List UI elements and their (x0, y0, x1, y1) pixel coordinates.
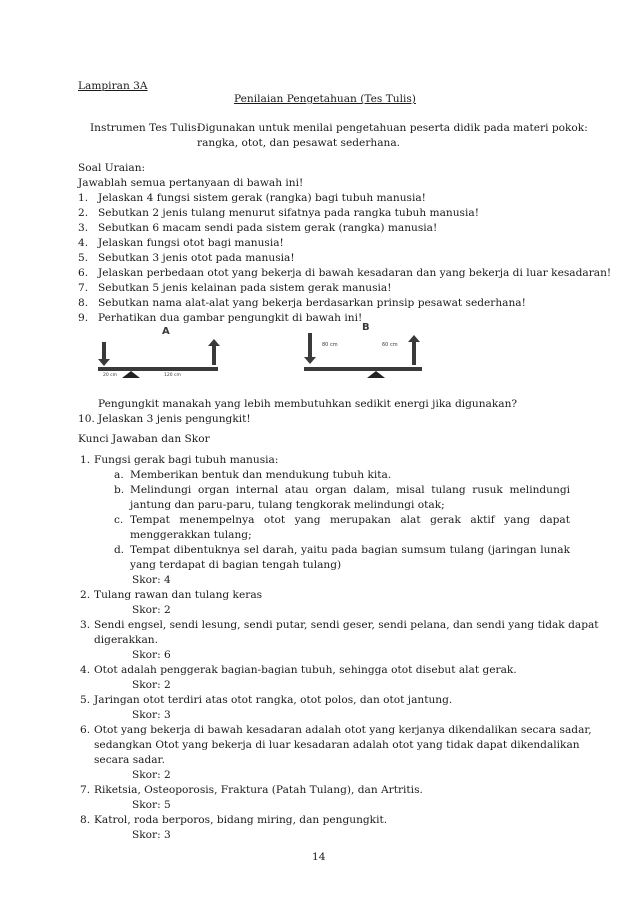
answer-score: Skor: 5 (132, 799, 171, 811)
answer-subitem-text: Tempat dibentuknya sel darah, yaitu pada bagian sumsum tulang (jaringan lunak yang terdapat di bagian tengah tulang) (130, 544, 570, 571)
lever-a-effort-arrow-icon (208, 339, 220, 365)
answer-number: 8. (80, 814, 91, 826)
answer-score: Skor: 3 (132, 829, 171, 841)
lever-a-left-distance: 20 cm (103, 373, 118, 378)
question-item (78, 251, 568, 266)
question-number: 2. (78, 207, 89, 219)
lever-b-label: B (362, 322, 370, 333)
question-number: 9. (78, 312, 89, 324)
answer-score: Skor: 3 (132, 709, 171, 721)
answer-subitem (114, 513, 570, 543)
q10-text: Jelaskan 3 jenis pengungkit! (98, 413, 251, 425)
answer-text-line: Fungsi gerak bagi tubuh manusia: (94, 454, 279, 466)
answer-score: Skor: 2 (132, 604, 171, 616)
q10-number: 10. (78, 413, 95, 425)
question-item (78, 206, 568, 221)
answer-text-line: Sendi engsel, sendi lesung, sendi putar, sendi geser, sendi pelana, dan sendi yang tidak dapat (94, 619, 599, 631)
lever-b-effort-arrow-icon (408, 335, 420, 365)
answer-number: 1. (80, 454, 91, 466)
answer-subitem (114, 483, 570, 513)
question-number: 8. (78, 297, 89, 309)
lever-b (304, 322, 422, 378)
answer-score: Skor: 2 (132, 679, 171, 691)
answer-subitem-text: Tempat menempelnya otot yang merupakan alat gerak aktif yang dapat menggerakkan tulang; (130, 514, 570, 541)
answer-number: 7. (80, 784, 91, 796)
question-item (78, 296, 568, 311)
answer-score: Skor: 4 (132, 574, 171, 586)
question-number: 1. (78, 192, 89, 204)
answer-subitem-letter: b. (114, 484, 125, 496)
answer-number: 3. (80, 619, 91, 631)
question-text: Jelaskan fungsi otot bagi manusia! (98, 237, 284, 249)
question-item (78, 236, 568, 251)
instrument-label: Instrumen Tes Tulis: (90, 122, 201, 134)
answer-text-line: secara sadar. (94, 754, 165, 766)
page-number: 14 (312, 851, 326, 863)
answer-item (80, 618, 599, 663)
answer-text-line: Riketsia, Osteoporosis, Fraktura (Patah Tulang), dan Artritis. (94, 784, 423, 796)
question-list (78, 191, 612, 326)
question-item (78, 191, 568, 206)
answer-text-line: Tulang rawan dan tulang keras (94, 589, 263, 601)
appendix-label: Lampiran 3A (78, 80, 148, 92)
answer-text-line: digerakkan. (94, 634, 158, 646)
question-text: Sebutkan 6 macam sendi pada sistem gerak (rangka) manusia! (98, 222, 438, 234)
answer-text-line: sedangkan Otot yang bekerja di luar kesadaran adalah otot yang tidak dapat dikendalikan (94, 739, 580, 751)
answer-item (80, 453, 570, 588)
answer-key-list (80, 453, 599, 843)
question-number: 6. (78, 267, 89, 279)
answer-number: 2. (80, 589, 91, 601)
question-item (78, 281, 568, 296)
lever-b-beam (304, 367, 422, 371)
question-text: Jelaskan 4 fungsi sistem gerak (rangka) bagi tubuh manusia! (98, 192, 426, 204)
lever-a-label: A (162, 326, 170, 337)
question-text: Jelaskan perbedaan otot yang bekerja di bawah kesadaran dan yang bekerja di luar kesadaran! (98, 267, 612, 279)
lever-b-load-arrow-icon (304, 333, 316, 364)
question-number: 4. (78, 237, 89, 249)
essay-heading: Soal Uraian: (78, 162, 146, 174)
page-title: Penilaian Pengetahuan (Tes Tulis) (234, 93, 416, 105)
question-number: 3. (78, 222, 89, 234)
lever-a (98, 326, 220, 378)
answer-text-line: Jaringan otot terdiri atas otot rangka, otot polos, dan otot jantung. (94, 694, 453, 706)
lever-a-beam (98, 367, 218, 371)
answer-subitem-letter: a. (114, 469, 124, 481)
answer-item (80, 813, 570, 843)
answer-number: 5. (80, 694, 91, 706)
lever-b-right-distance: 60 cm (382, 342, 398, 348)
question-text: Sebutkan 2 jenis tulang menurut sifatnya pada rangka tubuh manusia! (98, 207, 479, 219)
instrument-desc-line1: Digunakan untuk menilai pengetahuan peserta didik pada materi pokok: (197, 122, 588, 134)
answer-text-line: Otot yang bekerja di bawah kesadaran adalah otot yang kerjanya dikendalikan secara sadar, (94, 724, 592, 736)
question-item (78, 266, 612, 281)
answer-score: Skor: 2 (132, 769, 171, 781)
question-text: Sebutkan nama alat-alat yang bekerja berdasarkan prinsip pesawat sederhana! (98, 297, 526, 309)
answer-subitem-text: Memberikan bentuk dan mendukung tubuh kita. (130, 469, 392, 481)
answer-number: 6. (80, 724, 91, 736)
answer-number: 4. (80, 664, 91, 676)
answer-subitem-letter: d. (114, 544, 125, 556)
answer-item (80, 588, 570, 618)
essay-instruction: Jawablah semua pertanyaan di bawah ini! (78, 177, 304, 189)
question-text: Sebutkan 3 jenis otot pada manusia! (98, 252, 295, 264)
question-number: 7. (78, 282, 89, 294)
lever-b-left-distance: 80 cm (322, 342, 338, 348)
question-text: Perhatikan dua gambar pengungkit di bawah ini! (98, 312, 363, 324)
lever-a-fulcrum (122, 371, 140, 378)
answer-item (80, 723, 592, 783)
question-number: 5. (78, 252, 89, 264)
lever-a-load-arrow-icon (98, 342, 110, 366)
question-text: Sebutkan 5 jenis kelainan pada sistem gerak manusia! (98, 282, 392, 294)
lever-b-fulcrum (367, 371, 385, 378)
instrument-desc-line2: rangka, otot, dan pesawat sederhana. (197, 137, 401, 149)
answer-item (80, 663, 570, 693)
answer-subitem (114, 468, 570, 483)
question-item (78, 221, 568, 236)
answer-key-heading: Kunci Jawaban dan Skor (78, 433, 210, 445)
answer-item (80, 693, 570, 723)
lever-figure (96, 320, 426, 378)
answer-score: Skor: 6 (132, 649, 171, 661)
answer-text-line: Katrol, roda berporos, bidang miring, dan pengungkit. (94, 814, 388, 826)
lever-a-right-distance: 120 cm (164, 373, 181, 378)
answer-text-line: Otot adalah penggerak bagian-bagian tubuh, sehingga otot disebut alat gerak. (94, 664, 517, 676)
q9-followup: Pengungkit manakah yang lebih membutuhkan sedikit energi jika digunakan? (98, 398, 518, 410)
answer-subitem-text: Melindungi organ internal atau organ dalam, misal tulang rusuk melindungi jantung dan paru-paru, tulang tengkorak melindungi otak; (130, 484, 570, 511)
answer-item (80, 783, 570, 813)
answer-subitem (114, 543, 570, 573)
answer-subitem-letter: c. (114, 514, 124, 526)
